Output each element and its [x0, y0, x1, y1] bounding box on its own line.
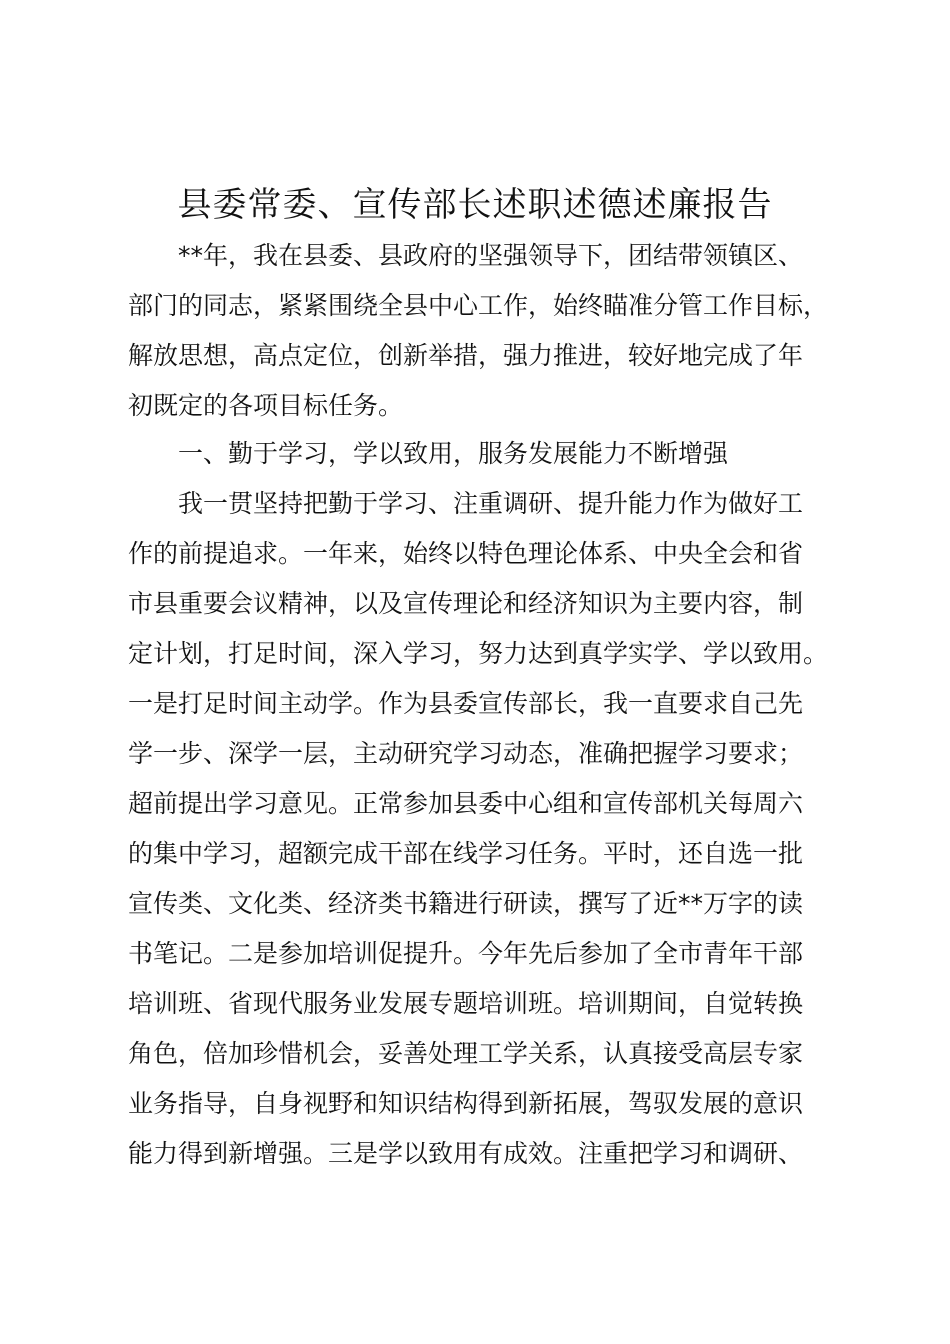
paragraph-line: 业务指导，自身视野和知识结构得到新拓展，驾驭发展的意识: [128, 1089, 804, 1118]
paragraph-line: 角色，倍加珍惜机会，妥善处理工学关系，认真接受高层专家: [128, 1039, 804, 1068]
paragraph-line: 解放思想，高点定位，创新举措，强力推进，较好地完成了年: [128, 341, 804, 370]
document-title: 县委常委、宣传部长述职述德述廉报告: [177, 185, 773, 225]
paragraph-line: 书笔记。二是参加培训促提升。今年先后参加了全市青年干部: [128, 939, 804, 968]
paragraph-line: 作的前提追求。一年来，始终以特色理论体系、中央全会和省: [128, 539, 804, 568]
paragraph-line: 超前提出学习意见。正常参加县委中心组和宣传部机关每周六: [128, 789, 804, 818]
paragraph-line: 宣传类、文化类、经济类书籍进行研读，撰写了近**万字的读: [128, 889, 804, 918]
paragraph-line: 培训班、省现代服务业发展专题培训班。培训期间，自觉转换: [128, 989, 804, 1018]
section-heading: 一、勤于学习，学以致用，服务发展能力不断增强: [178, 439, 729, 468]
paragraph-line: 部门的同志，紧紧围绕全县中心工作，始终瞄准分管工作目标，: [128, 291, 829, 320]
paragraph-line: 能力得到新增强。三是学以致用有成效。注重把学习和调研、: [128, 1139, 804, 1168]
paragraph-line: **年，我在县委、县政府的坚强领导下，团结带领镇区、: [178, 241, 804, 270]
paragraph-line: 学一步、深学一层，主动研究学习动态，准确把握学习要求；: [128, 739, 804, 768]
paragraph-line: 定计划，打足时间，深入学习，努力达到真学实学、学以致用。: [128, 639, 829, 668]
paragraph-line: 我一贯坚持把勤于学习、注重调研、提升能力作为做好工: [178, 489, 804, 518]
paragraph-line: 一是打足时间主动学。作为县委宣传部长，我一直要求自己先: [128, 689, 804, 718]
paragraph-line: 初既定的各项目标任务。: [128, 391, 404, 420]
paragraph-line: 市县重要会议精神，以及宣传理论和经济知识为主要内容，制: [128, 589, 804, 618]
paragraph-line: 的集中学习，超额完成干部在线学习任务。平时，还自选一批: [128, 839, 804, 868]
